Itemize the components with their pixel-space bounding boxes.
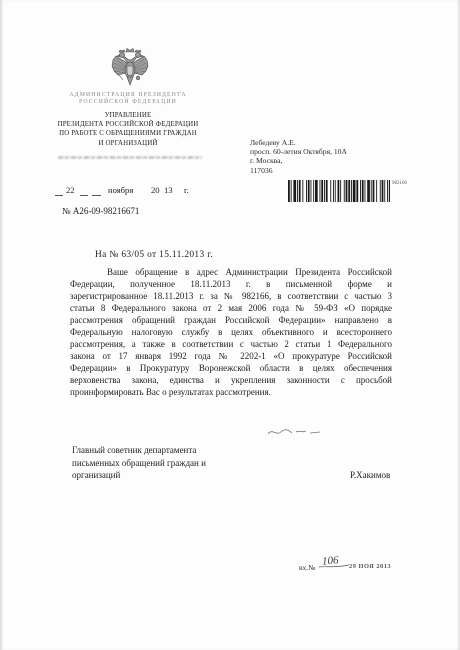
barcode-bar [353,180,356,202]
barcode-bar [308,180,310,202]
incoming-label: вх.№ [299,563,316,572]
recipient-address [250,138,347,175]
letterhead-department-line: ПРЕЗИДЕНТА РОССИЙСКОЙ ФЕДЕРАЦИИ [57,121,199,129]
barcode-bar [338,180,340,202]
date-day: 22 [66,185,75,195]
barcode-bar [297,180,298,202]
barcode-bar [311,180,312,202]
barcode-bar [335,180,336,202]
barcode-bar [326,180,328,202]
letterhead-admin-line: АДМИНИСТРАЦИЯ ПРЕЗИДЕНТА [69,92,187,98]
barcode-bar [348,180,350,202]
barcode-bar [384,180,385,202]
barcode-bar [367,180,370,202]
barcode-bar [362,180,364,202]
coat-of-arms-icon [110,47,150,87]
barcode-bar [365,180,366,202]
body-line: Федерации» в Прокуратуру Воронежской области в целях обеспечения [70,363,392,373]
recipient-postcode: 117036 [250,165,273,175]
letterhead-address-faint [58,156,202,159]
outgoing-number-sign: № [62,206,71,216]
outgoing-number-value: А26-09-98216671 [72,206,140,216]
body-line: закона от 17 января 1992 года № 2202-1 «О прокуратуре Российской [70,351,392,361]
barcode-bar [320,180,321,202]
barcode-bar [333,180,334,202]
barcode-bar [346,180,348,202]
reply-reference: На № 63/05 от 15.11.2013 г. [95,250,214,260]
barcode-bar [351,180,352,202]
body-line: рассмотрения обращений граждан Российской Федерации» направлено в [70,315,392,325]
barcode-bar [371,180,372,202]
barcode-bar [293,180,296,202]
body-line: рассмотрения, а также в соответствии с частью 2 статьи 1 Федерального [70,339,392,349]
letterhead-admin-line: РОССИЙСКОЙ ФЕДЕРАЦИИ [79,99,177,105]
body-line: проинформировать Вас о результатах рассмотрения. [70,387,271,397]
signatory-position-line: письменных обращений граждан и [72,457,206,468]
barcode-bar [344,180,345,202]
barcode-bar [376,180,377,202]
letterhead-department-line: И ОРГАНИЗАЦИЙ [98,139,158,147]
barcode [288,180,390,202]
barcode-bar [380,180,381,202]
outgoing-number [62,206,139,217]
barcode-bar [306,180,307,202]
barcode-bar [324,180,325,202]
date-underline [92,195,101,196]
barcode-bar [387,180,388,202]
barcode-bar [356,180,358,202]
recipient-name: Лебедеву А.Е. [250,138,296,147]
signatory-position-line: Главный советник департамента [72,445,197,455]
signature [266,424,324,440]
barcode-bar [321,180,323,202]
barcode-bar [288,180,290,202]
barcode-bar [382,180,384,202]
signatory-name: Р.Хакимов [350,470,391,480]
date-year-abbr: г. [184,185,189,195]
date-stamp: 29 НОЯ 2013 [349,563,392,570]
letter-body [70,266,392,398]
barcode-number: 982166 [392,181,407,186]
barcode-bar [340,180,341,202]
incoming-number-handwritten: 106 [321,554,339,568]
date-year-suffix: 13 [164,185,173,195]
letterhead-department-line: УПРАВЛЕНИЕ [104,112,152,119]
letterhead-department-line: ПО РАБОТЕ С ОБРАЩЕНИЯМИ ГРАЖДАН [59,130,197,138]
recipient-street: просп. 60-летия Октября, 10А [250,147,347,157]
body-line: Федеральную налоговую службу в целях объективного и всестороннего [70,327,392,337]
barcode-bar [389,180,390,202]
body-line: Федерации, полученное 18.11.2013 г. в письменной форме и [70,279,392,289]
date-year-prefix: 20 [151,185,160,195]
signatory-position [72,444,206,482]
signatory-position-line: организаций [72,470,121,480]
body-line: статьи 8 Федерального закона от 2 мая 2006 года № 59-ФЗ «О порядке [70,303,392,313]
body-line: верховенства закона, единства и укрепления законности с просьбой [70,375,392,385]
barcode-bar [313,180,314,202]
date-underline [55,195,63,196]
recipient-city: г. Москва, [250,156,283,166]
barcode-bar [302,180,303,202]
barcode-bar [373,180,375,202]
barcode-bar [291,180,292,202]
barcode-bar [315,180,318,202]
body-line: Ваше обращение в адрес Администрации Президента Российской [107,267,392,277]
barcode-bar [360,180,361,202]
date-month: ноября [108,185,134,195]
barcode-bar [299,180,301,202]
body-line: зарегистрированное 18.11.2013 г. за № 982166, в соответствии с частью 3 [70,291,392,301]
date-underline [80,195,88,196]
barcode-bar [330,180,331,202]
incoming-number-underline [318,562,350,570]
